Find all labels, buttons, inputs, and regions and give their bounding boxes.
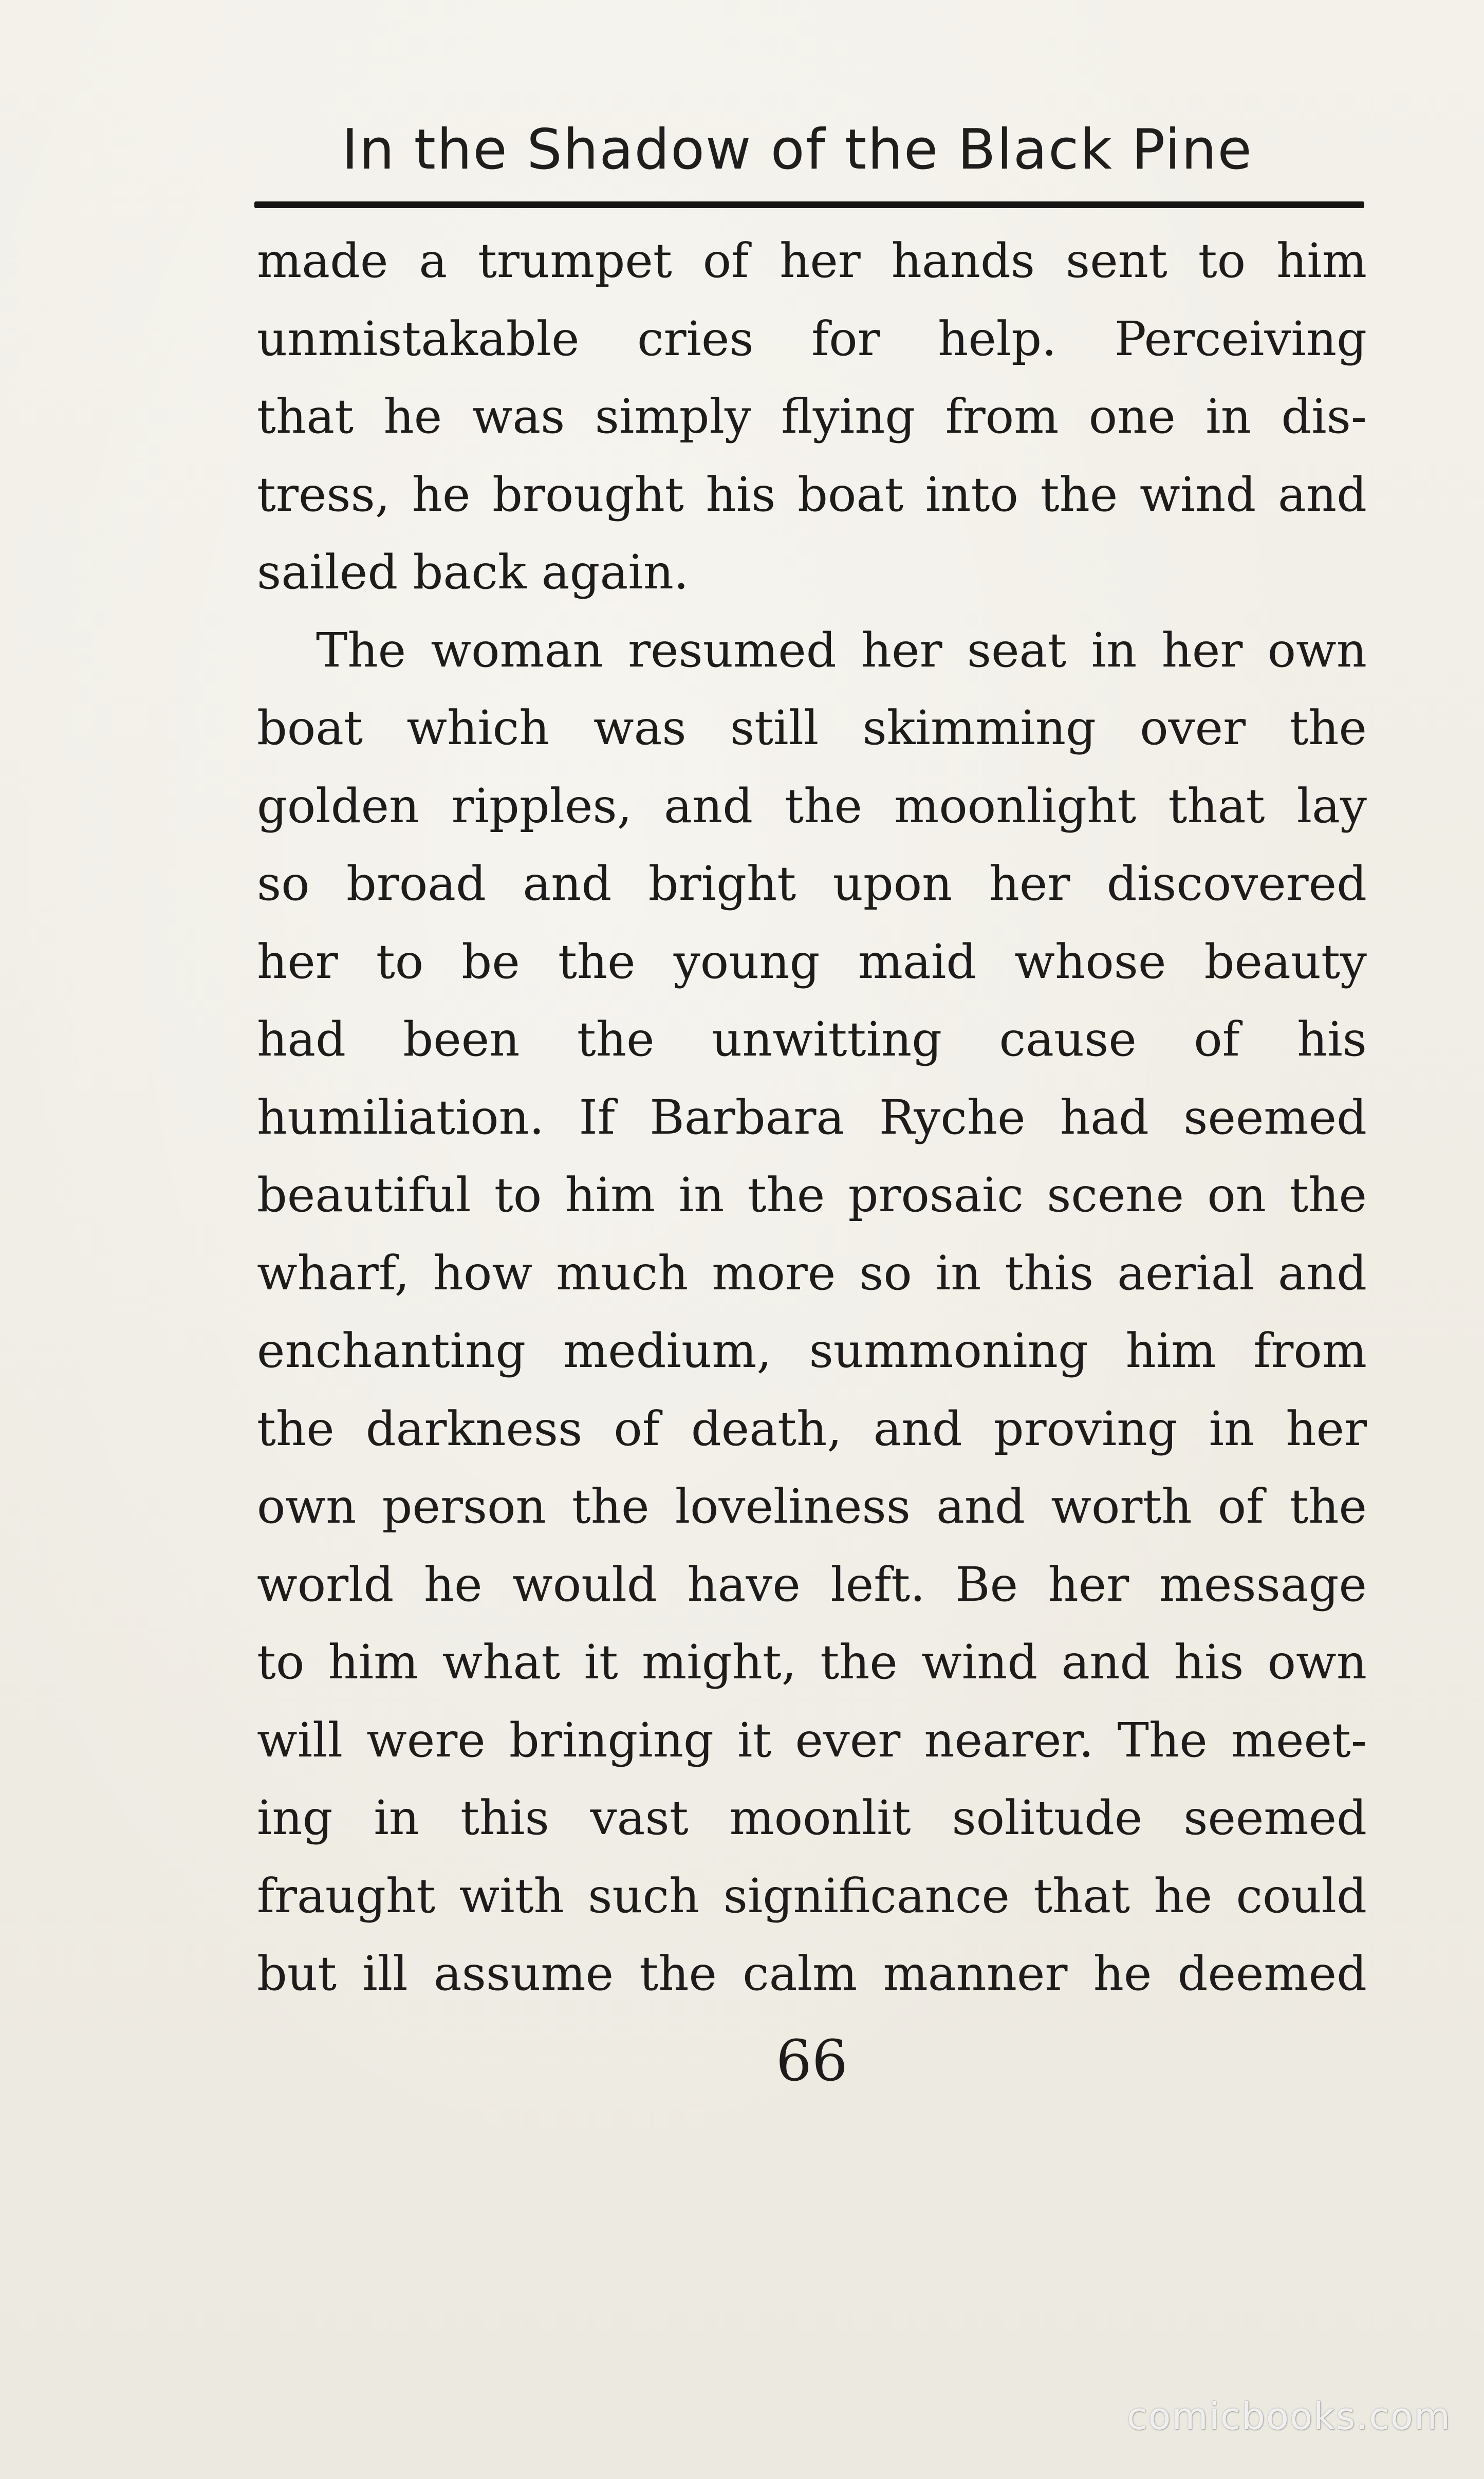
text-line: to him what it might, the wind and his own	[257, 1635, 1367, 1690]
text-line: beautiful to him in the prosaic scene on the	[257, 1168, 1367, 1223]
text-line: will were bringing it ever nearer. The meet-	[257, 1712, 1367, 1768]
text-line: sailed back again.	[257, 545, 689, 600]
text-line: tress, he brought his boat into the wind and	[257, 467, 1367, 522]
text-line: made a trumpet of her hands sent to him	[257, 233, 1367, 288]
text-line: so broad and bright upon her discovered	[257, 856, 1367, 911]
header-rule	[254, 201, 1364, 208]
text-line: ing in this vast moonlit solitude seemed	[257, 1790, 1367, 1845]
text-line: boat which was still skimming over the	[257, 700, 1367, 755]
text-line: but ill assume the calm manner he deemed	[257, 1946, 1367, 2001]
text-line: fraught with such significance that he could	[257, 1868, 1367, 1923]
body-text	[257, 222, 1367, 2013]
text-line: unmistakable cries for help. Perceiving	[257, 311, 1367, 366]
text-line: world he would have left. Be her message	[257, 1557, 1367, 1612]
text-line: golden ripples, and the moonlight that lay	[257, 778, 1367, 834]
watermark: comicbooks.com	[1126, 2395, 1451, 2438]
text-line: wharf, how much more so in this aerial and	[257, 1245, 1367, 1301]
text-line: that he was simply flying from one in dis-	[257, 389, 1367, 444]
text-line: humiliation. If Barbara Ryche had seemed	[257, 1089, 1367, 1145]
running-header: In the Shadow of the Black Pine	[342, 118, 1253, 182]
text-line: the darkness of death, and proving in her	[257, 1401, 1367, 1456]
text-line: enchanting medium, summoning him from	[257, 1323, 1367, 1378]
text-line: her to be the young maid whose beauty	[257, 934, 1367, 989]
text-line: had been the unwitting cause of his	[257, 1012, 1367, 1067]
text-line: The woman resumed her seat in her own	[316, 622, 1367, 678]
page-number: 66	[776, 2028, 848, 2094]
text-line: own person the loveliness and worth of the	[257, 1479, 1367, 1534]
